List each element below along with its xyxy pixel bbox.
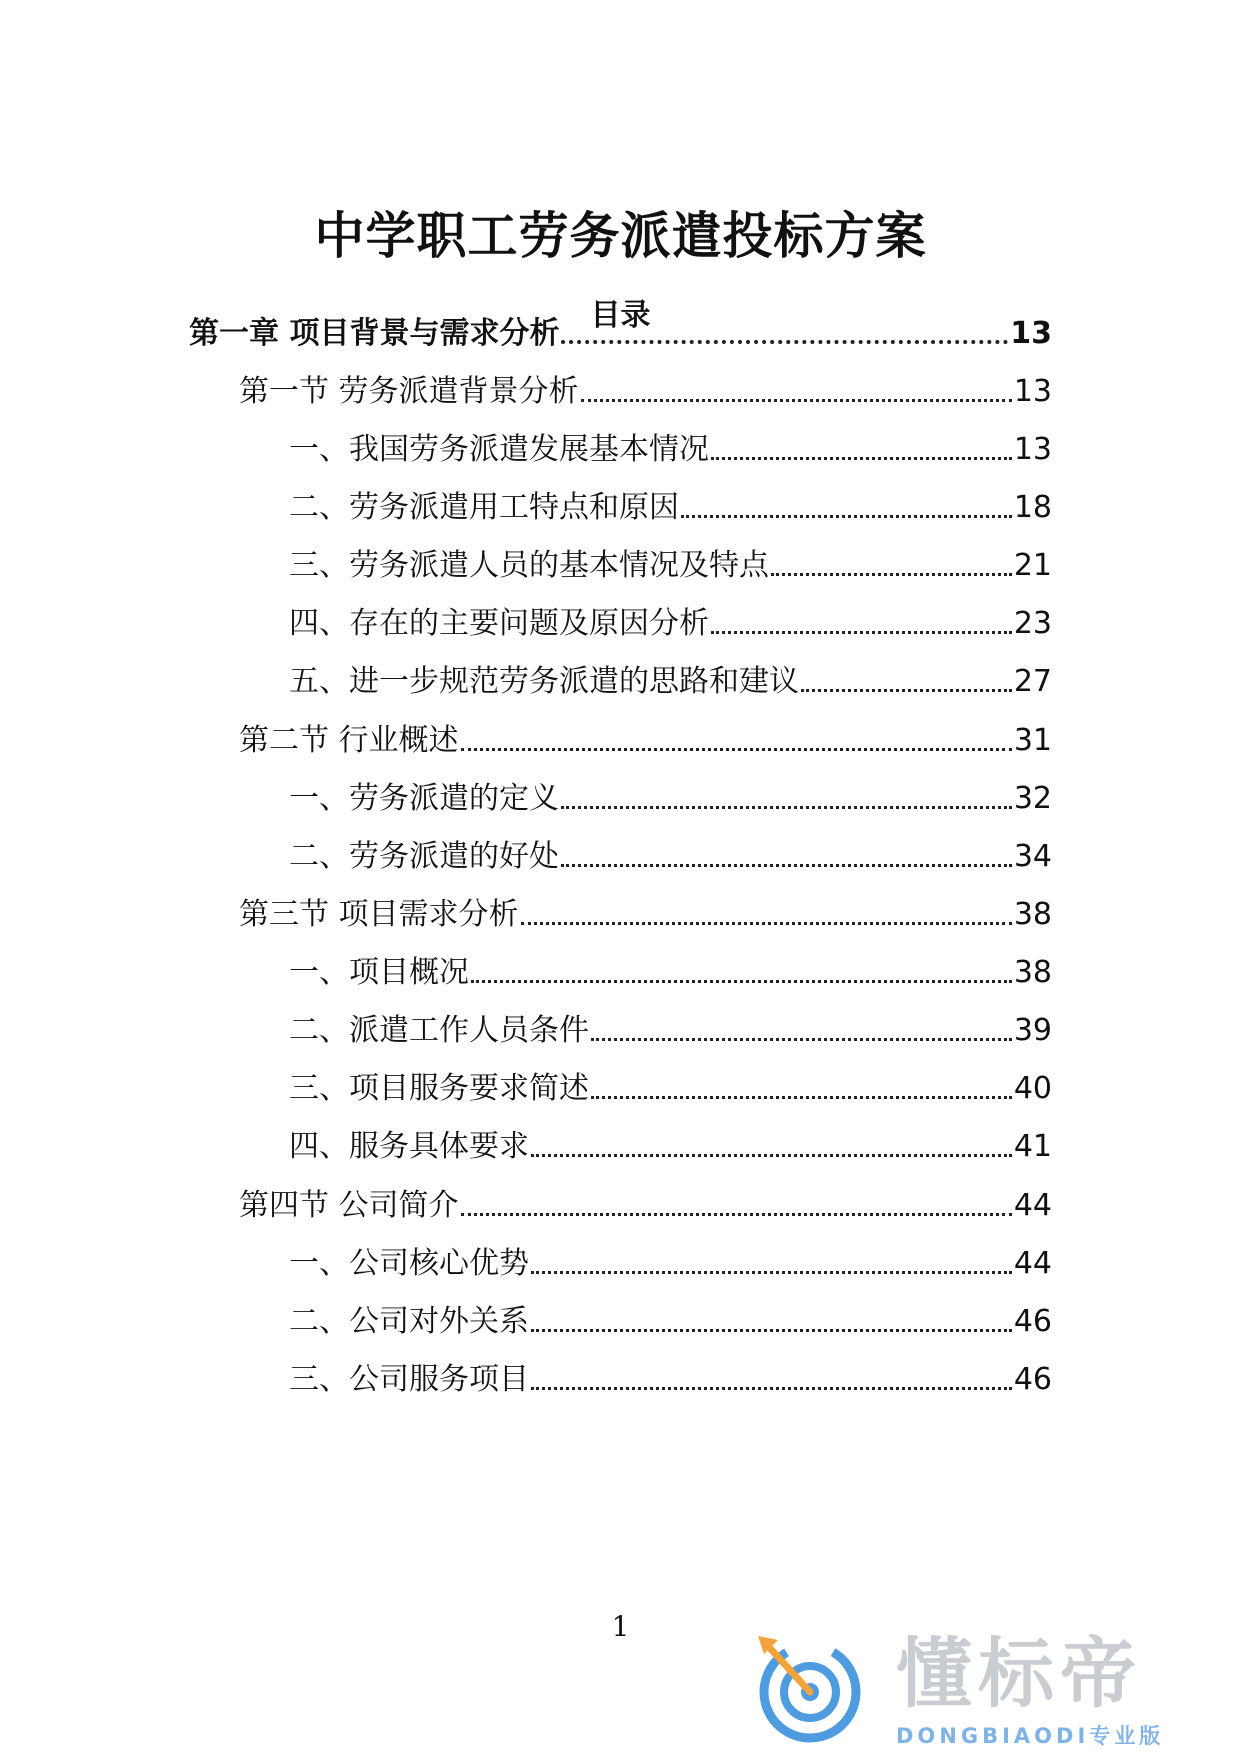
toc-entry[interactable] xyxy=(239,895,1052,935)
toc-entry-page: 31 xyxy=(1013,723,1052,758)
toc-entry[interactable] xyxy=(289,953,1052,993)
toc-entry[interactable] xyxy=(289,1011,1052,1051)
toc-entry-page: 44 xyxy=(1013,1246,1052,1281)
toc-entry-text: 三、项目服务要求简述 xyxy=(289,1071,589,1106)
toc-entry-page: 13 xyxy=(1013,432,1052,467)
toc-entry[interactable] xyxy=(289,604,1052,644)
toc-entry-page: 21 xyxy=(1013,548,1052,583)
toc-entry-text: 二、派遣工作人员条件 xyxy=(289,1013,589,1048)
toc-entry-text: 一、我国劳务派遣发展基本情况 xyxy=(289,432,709,467)
document-title: 中学职工劳务派遣投标方案 xyxy=(314,207,927,265)
watermark-logo xyxy=(748,1628,1218,1748)
toc-entry[interactable] xyxy=(289,662,1052,702)
toc-entry-page: 41 xyxy=(1013,1129,1052,1164)
toc-entry[interactable] xyxy=(289,1302,1052,1342)
toc-entry-page: 46 xyxy=(1013,1362,1052,1397)
toc-entry-page: 32 xyxy=(1013,781,1052,816)
toc-entry-text: 第一节 劳务派遣背景分析 xyxy=(239,374,579,409)
watermark-brand: 懂标帝 xyxy=(896,1629,1142,1718)
toc-entry-page: 13 xyxy=(1013,374,1052,409)
toc-leader-dots xyxy=(471,980,1012,983)
toc-entry-text: 四、服务具体要求 xyxy=(289,1129,529,1164)
toc-entry[interactable] xyxy=(289,430,1052,470)
toc-entry-text: 四、存在的主要问题及原因分析 xyxy=(289,606,709,641)
toc-leader-dots xyxy=(591,1038,1012,1041)
toc-entry-page: 27 xyxy=(1013,664,1052,699)
toc-leader-dots xyxy=(561,864,1012,867)
toc-leader-dots xyxy=(561,806,1012,809)
toc-entry[interactable] xyxy=(289,779,1052,819)
toc-entry-text: 一、项目概况 xyxy=(289,955,469,990)
toc-entry-page: 44 xyxy=(1013,1188,1052,1223)
toc-entry-page: 38 xyxy=(1013,955,1052,990)
toc-entry-text: 二、劳务派遣用工特点和原因 xyxy=(289,490,679,525)
toc-entry-text: 第四节 公司简介 xyxy=(239,1188,459,1223)
toc-leader-dots xyxy=(521,922,1012,925)
toc-entry-text: 一、公司核心优势 xyxy=(289,1246,529,1281)
page-number: 1 xyxy=(611,1610,630,1643)
toc-entry-text: 三、公司服务项目 xyxy=(289,1362,529,1397)
toc-entry-page: 18 xyxy=(1013,490,1052,525)
toc-leader-dots xyxy=(711,457,1012,460)
toc-leader-dots xyxy=(591,1096,1012,1099)
toc-entry-page: 46 xyxy=(1013,1304,1052,1339)
toc-leader-dots xyxy=(771,573,1012,576)
toc-entry[interactable] xyxy=(239,1186,1052,1226)
toc-entry[interactable] xyxy=(289,837,1052,877)
toc-entry[interactable] xyxy=(289,1360,1052,1400)
toc-entry-text: 三、劳务派遣人员的基本情况及特点 xyxy=(289,548,769,583)
toc-leader-dots xyxy=(461,1213,1012,1216)
toc-leader-dots xyxy=(531,1387,1012,1390)
toc-entry[interactable] xyxy=(289,1127,1052,1167)
toc-entry[interactable] xyxy=(189,314,1052,354)
toc-leader-dots xyxy=(561,340,1008,344)
toc-entry-page: 39 xyxy=(1013,1013,1052,1048)
toc-entry-text: 二、劳务派遣的好处 xyxy=(289,839,559,874)
toc-entry-text: 第一章 项目背景与需求分析 xyxy=(189,316,560,351)
toc-entry-page: 23 xyxy=(1013,606,1052,641)
toc-entry[interactable] xyxy=(289,1244,1052,1284)
toc-leader-dots xyxy=(681,515,1012,518)
watermark-subtitle: DONGBIAODI专业版 xyxy=(896,1724,1165,1748)
toc-entry[interactable] xyxy=(289,488,1052,528)
toc-entry[interactable] xyxy=(289,546,1052,586)
toc-leader-dots xyxy=(531,1271,1012,1274)
toc-entry[interactable] xyxy=(289,1069,1052,1109)
toc-leader-dots xyxy=(801,689,1012,692)
toc-leader-dots xyxy=(581,399,1012,402)
toc-entry-page: 13 xyxy=(1010,316,1052,351)
toc-entry-text: 二、公司对外关系 xyxy=(289,1304,529,1339)
toc-leader-dots xyxy=(461,748,1012,751)
toc-leader-dots xyxy=(711,631,1012,634)
toc-entry[interactable] xyxy=(239,372,1052,412)
toc-leader-dots xyxy=(531,1154,1012,1157)
toc-entry[interactable] xyxy=(239,721,1052,761)
toc-entry-page: 38 xyxy=(1013,897,1052,932)
target-arrow-icon xyxy=(748,1628,878,1748)
toc-entry-page: 34 xyxy=(1013,839,1052,874)
toc-entry-text: 第二节 行业概述 xyxy=(239,723,459,758)
toc-entry-text: 第三节 项目需求分析 xyxy=(239,897,519,932)
toc-heading: 目录 xyxy=(590,298,651,333)
toc-leader-dots xyxy=(531,1329,1012,1332)
toc-entry-text: 五、进一步规范劳务派遣的思路和建议 xyxy=(289,664,799,699)
toc-entry-text: 一、劳务派遣的定义 xyxy=(289,781,559,816)
toc-entry-page: 40 xyxy=(1013,1071,1052,1106)
